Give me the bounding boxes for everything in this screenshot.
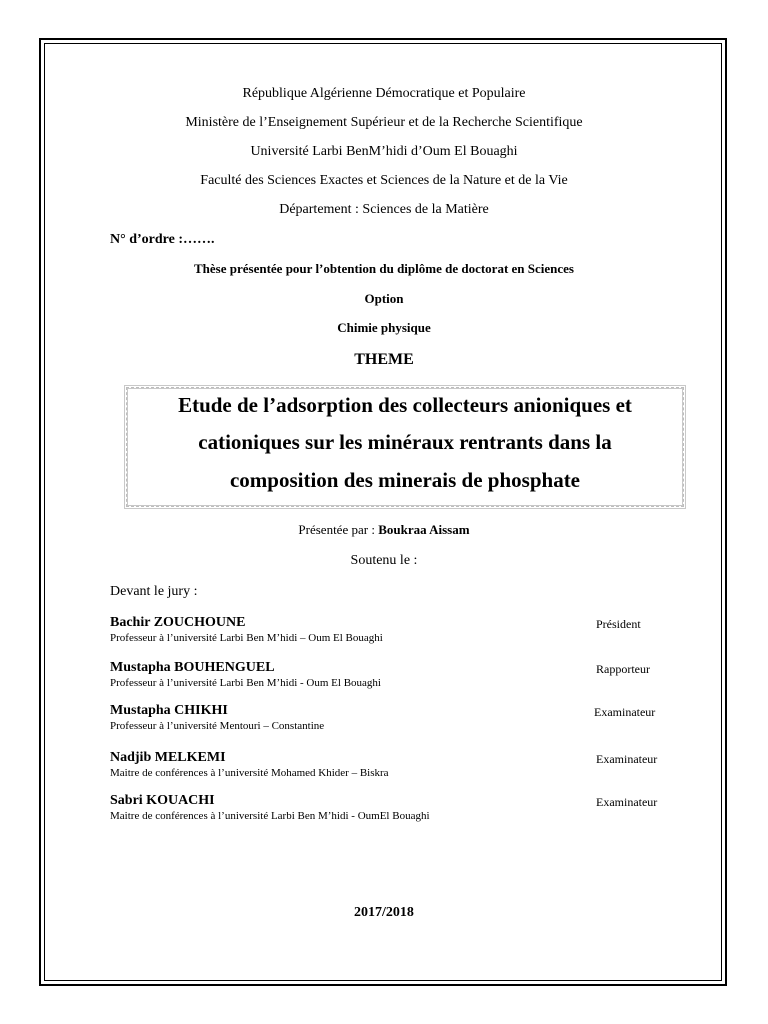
- theme-title-line-3: composition des minerais de phosphate: [229, 468, 581, 492]
- republic-line: République Algérienne Démocratique et Populaire: [242, 86, 526, 101]
- faculty-line: Faculté des Sciences Exactes et Sciences de la Nature et de la Vie: [200, 173, 568, 188]
- presenter-label: Présentée par :: [298, 522, 375, 537]
- option-label: Option: [364, 291, 404, 306]
- thesis-statement: Thèse présentée pour l’obtention du diplôme de doctorat en Sciences: [194, 261, 574, 276]
- jury-member-role: Rapporteur: [596, 662, 650, 676]
- jury-member-role: Examinateur: [596, 752, 658, 766]
- jury-member-name: Mustapha CHIKHI: [110, 703, 228, 718]
- defense-date-label: Soutenu le :: [350, 553, 418, 568]
- order-number: N° d’ordre :…….: [110, 232, 215, 247]
- ministry-line: Ministère de l’Enseignement Supérieur et de la Recherche Scientifique: [185, 115, 583, 130]
- presenter-name: Boukraa Aissam: [378, 522, 470, 537]
- jury-member-affiliation: Maitre de conférences à l’université Mohamed Khider – Biskra: [110, 767, 389, 779]
- jury-member-role: Président: [596, 617, 641, 631]
- jury-member-affiliation: Professeur à l’université Larbi Ben M’hidi – Oum El Bouaghi: [110, 632, 383, 644]
- jury-member-affiliation: Maitre de conférences à l’université Larbi Ben M’hidi - OumEl Bouaghi: [110, 810, 430, 822]
- theme-title-line-1: Etude de l’adsorption des collecteurs anioniques et: [178, 393, 632, 417]
- jury-member-affiliation: Professeur à l’université Mentouri – Constantine: [110, 720, 325, 732]
- department-line: Département : Sciences de la Matière: [279, 202, 489, 217]
- presenter-line: [0, 522, 768, 538]
- option-value: Chimie physique: [337, 320, 431, 335]
- jury-member-role: Examinateur: [594, 705, 656, 719]
- academic-year: 2017/2018: [354, 905, 414, 920]
- jury-member-affiliation: Professeur à l’université Larbi Ben M’hidi - Oum El Bouaghi: [110, 677, 381, 689]
- university-line: Université Larbi BenM’hidi d’Oum El Bouaghi: [250, 144, 518, 159]
- theme-title-line-2: cationiques sur les minéraux rentrants dans la: [198, 430, 612, 454]
- theme-label: THEME: [354, 351, 414, 368]
- jury-member-name: Bachir ZOUCHOUNE: [110, 615, 246, 630]
- jury-member-name: Mustapha BOUHENGUEL: [110, 660, 275, 675]
- jury-label: Devant le jury :: [110, 584, 198, 599]
- jury-member-role: Examinateur: [596, 795, 658, 809]
- jury-member-name: Nadjib MELKEMI: [110, 750, 226, 765]
- jury-member-name: Sabri KOUACHI: [110, 793, 215, 808]
